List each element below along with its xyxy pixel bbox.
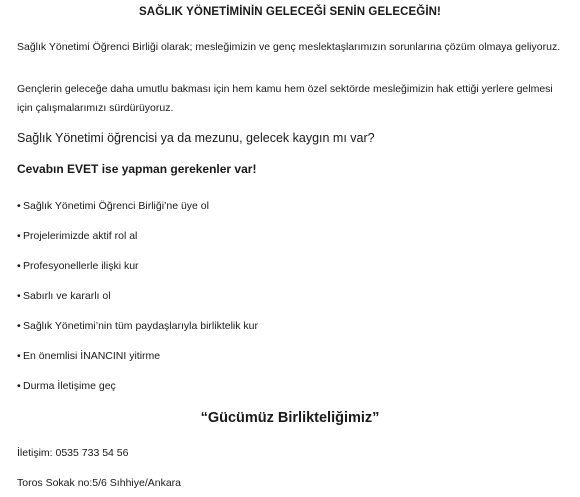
bullet-icon: • bbox=[17, 320, 21, 332]
list-item bbox=[17, 349, 258, 379]
question-text: Sağlık Yönetimi öğrencisi ya da mezunu, gelecek kaygın mı var? bbox=[17, 131, 375, 145]
bullet-icon: • bbox=[17, 380, 21, 392]
bullet-icon: • bbox=[17, 350, 21, 362]
list-item-text: Sağlık Yönetimi’nin tüm paydaşlarıyla birliktelik kur bbox=[23, 320, 258, 332]
list-item bbox=[17, 319, 258, 349]
bullet-icon: • bbox=[17, 260, 21, 272]
list-item-text: Projelerimizde aktif rol al bbox=[23, 230, 138, 242]
slogan: “Gücümüz Birlikteliğimiz” bbox=[200, 410, 380, 426]
list-item-text: Profesyonellerle ilişki kur bbox=[23, 260, 139, 272]
bullet-icon: • bbox=[17, 290, 21, 302]
bullet-icon: • bbox=[17, 230, 21, 242]
list-item bbox=[17, 199, 258, 229]
list-item bbox=[17, 379, 258, 409]
document-title: SAĞLIK YÖNETİMİNİN GELECEĞİ SENİN GELECEĞİN! bbox=[139, 6, 441, 18]
list-item-text: Durma İletişime geç bbox=[23, 380, 116, 392]
list-item bbox=[17, 289, 258, 319]
list-item-text: Sabırlı ve kararlı ol bbox=[23, 290, 111, 302]
list-item bbox=[17, 259, 258, 289]
bullet-icon: • bbox=[17, 200, 21, 212]
list-item bbox=[17, 229, 258, 259]
action-list bbox=[17, 199, 258, 409]
mission-paragraph: Gençlerin geleceğe daha umutlu bakması için hem kamu hem özel sektörde mesleğimizin hak ettiği yerlere gelmesi için çalışmalarımızı sürdürüyoruz. bbox=[17, 83, 553, 114]
list-item-text: En önemlisi İNANCINI yitirme bbox=[23, 350, 161, 362]
intro-paragraph: Sağlık Yönetimi Öğrenci Birliği olarak; mesleğimizin ve genç meslektaşlarımızın sorunlarına çözüm olmaya geliyoruz. bbox=[17, 41, 561, 53]
list-item-text: Sağlık Yönetimi Öğrenci Birliği’ne üye ol bbox=[23, 200, 209, 212]
contact-address: Toros Sokak no:5/6 Sıhhiye/Ankara bbox=[17, 477, 182, 489]
answer-text: Cevabın EVET ise yapman gerekenler var! bbox=[17, 162, 257, 176]
contact-phone: İletişim: 0535 733 54 56 bbox=[17, 447, 129, 459]
